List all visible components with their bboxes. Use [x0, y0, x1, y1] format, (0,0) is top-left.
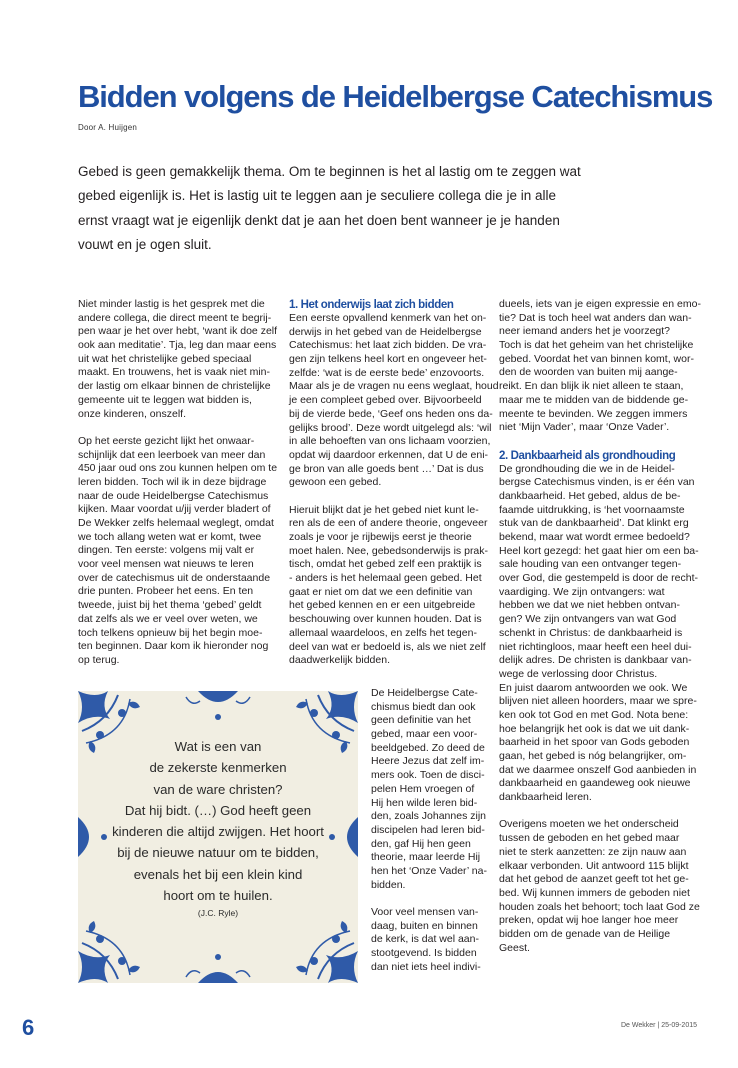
text-line: De grondhouding die we in de Heidel-	[499, 462, 675, 475]
text-line: gen? We zijn ontvangers van wat God	[499, 613, 677, 626]
text-line: den de woorden van buiten mij aange-	[499, 366, 678, 379]
text-line: wege de verlossing door Christus.	[499, 667, 658, 680]
publication-footer: De Wekker | 25-09-2015	[621, 1022, 698, 1029]
intro-line: vouwt en je ogen sluit.	[78, 236, 212, 252]
text-line: chismus biedt dan ook	[371, 700, 476, 713]
text-line: elkaar verbonden. Uit antwoord 115 blijkt	[499, 859, 689, 872]
text-line: De Wekker zelfs helemaal weglegt, omdat	[78, 517, 274, 529]
text-line: faamde uitdrukking, is ‘het voornaamste	[499, 503, 685, 516]
text-line: dueels, iets van je eigen expressie en emo-	[499, 298, 701, 310]
text-line: Op het eerste gezicht lijkt het onwaar-	[78, 434, 255, 447]
text-line: dankbaarheid en gaandeweg ook nieuwe	[499, 777, 691, 790]
article-title: Bidden volgens de Heidelbergse Catechismus	[78, 79, 713, 114]
text-line: op terug.	[78, 653, 120, 666]
text-line: bidden.	[371, 878, 406, 891]
text-line: Toch is dat het geheim van het christelijke	[499, 339, 694, 352]
text-line: pen waar je het over hebt, ‘want ik doe zelf	[78, 325, 278, 338]
text-line: mers ook. Toen de disci-	[371, 769, 485, 782]
text-line: in alle behoeften van ons lichaam voorzien,	[289, 435, 491, 448]
quote-line: hoort om te huilen.	[163, 888, 273, 904]
text-line: gebed. Voordat het van binnen komt, wor-	[499, 352, 694, 365]
quote-line: de zekerste kenmerken	[149, 760, 287, 776]
text-line: baarheid in het spoor van Gods geboden	[499, 736, 690, 749]
section-1-heading: 1. Het onderwijs laat zich bidden	[289, 299, 454, 311]
text-line: houden zoals het behoort; toch laat God ze	[499, 900, 700, 913]
text-line: stuk van de dankbaarheid’. Dat klinkt erg	[499, 517, 689, 530]
column-1	[78, 298, 278, 668]
text-line: Een eerste opvallend kenmerk van het on-	[289, 312, 487, 324]
text-line: daadwerkelijk bidden.	[289, 654, 390, 667]
byline: Door A. Huijgen	[78, 123, 138, 132]
text-line: leren bidden. Toch wil ik in deze bijdrage	[78, 475, 267, 488]
text-line: Maar als je de vragen nu eens weglaat, houd	[289, 380, 499, 393]
text-line: Overigens moeten we het onderscheid	[499, 818, 679, 831]
text-line: dat zelfs als we er veel over weten, we	[78, 612, 258, 625]
text-line: theorie, maar leerde Hij	[371, 851, 481, 864]
text-line: tisch, omdat het gebed zelf een praktijk is	[289, 558, 482, 571]
paragraph-gap	[499, 805, 699, 819]
text-line: derwijs in het gebed van de Heidelbergse	[289, 325, 482, 338]
text-line: Heel kort gezegd: het gaat hier om een ba-	[499, 544, 699, 557]
text-line: stootgevend. Is bidden	[371, 947, 477, 960]
text-line: - anders is het helemaal geen gebed. Het	[289, 572, 482, 585]
text-line: de kerk, is dat wel aan-	[371, 933, 479, 946]
quote-block	[78, 736, 358, 920]
text-line: meente te bevinden. We zeggen immers	[499, 407, 688, 420]
edge-ornament-bottom	[186, 954, 250, 983]
text-line: ten beginnen. Daar kom ik hieronder nog	[78, 640, 269, 653]
text-line: En juist daarom antwoorden we ook. We	[499, 681, 688, 694]
text-line: dat we daarmee onszelf God aanbieden in	[499, 763, 697, 776]
text-line: dingen. Ten eerste: volgens mij valt er	[78, 544, 255, 557]
text-line: toch telkens opnieuw bij het begin moe-	[78, 626, 263, 639]
text-line: gebed, maar een voor-	[371, 728, 478, 741]
text-line: gemeente uit te leggen wat bidden is,	[78, 393, 252, 406]
paragraph-gap	[499, 435, 699, 449]
text-line: ook aan meditatie’. Tja, leg dan maar eens	[78, 339, 277, 352]
text-line: dat het gebod de aanzet geeft tot het ge-	[499, 873, 689, 886]
text-line: onze kinderen, onszelf.	[78, 407, 186, 420]
text-line: naar de oude Heidelbergse Catechismus	[78, 489, 269, 502]
text-line: dankbaarheid. Het gebed, aldus de be-	[499, 489, 681, 502]
text-line: hoe belangrijk het ook is dat we uit dank-	[499, 722, 690, 735]
paragraph-gap	[78, 421, 274, 435]
text-line: ren als de een of andere theorie, ongeveer	[289, 517, 488, 530]
text-line: niet richtingloos, maar heeft een heel dui-	[499, 640, 692, 653]
text-line: het gebed kennen en er een uitgebreide	[289, 599, 476, 612]
page-number: 6	[22, 1015, 35, 1040]
text-line: Heere Jezus dat zelf im-	[371, 755, 485, 768]
text-line: tussen de geboden en het gebed maar	[499, 832, 680, 845]
text-line: uit wat het christelijke gebed speciaal	[78, 352, 252, 365]
text-line: der lastig om elkaar binnen de christelijke	[78, 380, 271, 393]
intro-line: ernst vraagt wat je eigenlijk denkt dat je aan het doen bent wanneer je je handen	[78, 212, 560, 228]
text-line: Niet minder lastig is het gesprek met die	[78, 298, 265, 310]
text-line: schijnlijk dat een leerboek van meer dan	[78, 448, 266, 461]
text-line: vaardiging. We zijn ontvangers: wat	[499, 585, 665, 598]
text-line: over de catechismus uit de onderstaande	[78, 571, 271, 584]
text-line: Geest.	[499, 941, 530, 954]
text-line: allemaal waardeloos, en zelfs het tegen-	[289, 626, 477, 639]
text-line: opdat wij daardoor erkennen, dat U de eni-	[289, 448, 489, 461]
text-line: gelijks brood’. Deze wordt uitgelegd als: ‘wil	[289, 421, 492, 434]
text-line: delijk adres. De christen is dankbaar van-	[499, 654, 692, 667]
text-line: den, zoals Johannes zijn	[371, 810, 486, 823]
quote-line: van de ware christen?	[153, 781, 283, 797]
text-line: ge bron van alle goeds bent …’ Dat is dus	[289, 462, 484, 475]
quote-line: Dat hij bidt. (…) God heeft geen	[124, 802, 312, 818]
text-line: Catechismus: het laat zich bidden. De vra-	[289, 339, 487, 352]
section-2-heading: 2. Dankbaarheid als grondhouding	[499, 449, 676, 462]
quote-line: Wat is een van	[174, 739, 262, 754]
text-line: gewoon een gebed.	[289, 476, 382, 489]
text-line: ken ook tot God en met God. Nota bene:	[499, 708, 689, 721]
text-line: andere collega, die direct meent te begrij-	[78, 311, 272, 324]
text-line: zoals je voor je rijbewijs eerst je theorie	[289, 531, 472, 543]
text-line: dankbaarheid leren.	[499, 791, 592, 804]
text-line: beeldgebed. Zo deed de	[371, 741, 485, 754]
text-line: kijken. Maar voordat u/jij verder bladert of	[78, 503, 271, 516]
text-line: geen definitie van het	[371, 714, 471, 727]
text-line: drie punten. Probeer het eens. En ten	[78, 585, 254, 598]
corner-ornament-bottom-left	[78, 921, 140, 983]
corner-ornament-bottom-right	[296, 921, 358, 983]
text-line: bed. Wij kunnen immers de geboden niet	[499, 886, 690, 899]
text-line: schenkt in Christus: de dankbaarheid is	[499, 626, 683, 639]
text-line: beschouwing over kunnen houden. Dat is	[289, 613, 482, 626]
text-line: neer iemand anders het je voorzegt?	[499, 325, 671, 338]
text-line: hebben we dat we niet hebben ontvan-	[499, 599, 680, 612]
text-line: zelfde: ‘wat is de eerste bede’ enzovoorts.	[289, 366, 485, 379]
text-line: Voor veel mensen van-	[371, 906, 479, 918]
text-line: preken, opdat wij hoe langer hoe meer	[499, 914, 679, 927]
text-line: De Heidelbergse Cate-	[371, 687, 478, 699]
text-line: reikt. En dan blijk ik niet alleen te staan,	[499, 380, 684, 393]
text-line: den, gaf Hij hen geen	[371, 837, 471, 850]
text-line: Hij hen wilde leren bid-	[371, 796, 478, 809]
text-line: Hieruit blijkt dat je het gebed niet kunt le-	[289, 503, 479, 516]
text-line: gaat er niet om dat we een definitie van	[289, 585, 473, 598]
quote-author: (J.C. Ryle)	[197, 908, 239, 919]
text-line: maakt. En trouwens, het is vaak niet min-	[78, 366, 270, 379]
text-line: 450 jaar oud ons zou kunnen helpen om te	[78, 462, 278, 475]
text-line: blijven niet alleen hoorders, maar we spre-	[499, 695, 697, 708]
text-line: daag, buiten en binnen	[371, 919, 478, 932]
text-line: tweede, juist bij het thema ‘gebed’ geldt	[78, 599, 262, 612]
paragraph-gap	[289, 490, 485, 504]
text-line: tie? Dat is toch heel wat anders dan wan-	[499, 311, 692, 324]
text-line: je een compleet gebed over. Bijvoorbeeld	[289, 394, 482, 407]
text-line: discipelen had leren bid-	[371, 823, 485, 836]
text-line: voor veel mensen wat nieuws te leren	[78, 558, 254, 571]
text-line: bergse Catechismus vinden, is er één van	[499, 476, 695, 489]
text-line: gaan, het gebed is nóg belangrijker, om-	[499, 750, 687, 762]
text-line: hen het ‘Onze Vader’ na-	[371, 864, 487, 877]
text-line: over God, die gestempeld is door de recht-	[499, 572, 699, 585]
quote-line: evenals het bij een klein kind	[133, 866, 303, 882]
intro-line: gebed eigenlijk is. Het is lastig uit te leggen aan je seculiere collega die je in alle	[78, 188, 557, 204]
edge-ornament-top	[186, 691, 250, 720]
text-line: sale houding van een ontvanger tegen-	[499, 558, 682, 571]
text-line: moet halen. Nee, gebedsonderwijs is prak-	[289, 544, 489, 557]
paragraph-gap	[371, 892, 485, 906]
column-3	[499, 298, 699, 955]
text-line: pelen Hem vroegen of	[371, 782, 475, 795]
quote-line: kinderen die altijd zwijgen. Het hoort	[112, 824, 324, 840]
text-line: niet te sterk aanzetten: ze zijn nauw aan	[499, 845, 687, 858]
text-line: bekend, maar wat wordt ermee bedoeld?	[499, 531, 690, 543]
text-line: dan niet iets heel indivi-	[371, 960, 481, 973]
text-line: we toch allang weten wat er komt, twee	[78, 530, 262, 543]
intro-paragraph	[78, 160, 638, 257]
intro-line: Gebed is geen gemakkelijk thema. Om te beginnen is het al lastig om te zeggen wat	[78, 164, 581, 179]
text-line: maar me te midden van de biddende ge-	[499, 393, 689, 406]
text-line: gen zijn telkens heel kort en ongeveer het-	[289, 353, 487, 366]
quote-line: bij de nieuwe natuur om te bidden,	[117, 845, 319, 861]
text-line: deel van wat er bedoeld is, als we niet zelf	[289, 640, 486, 653]
column-2-narrow	[371, 687, 485, 974]
column-2	[289, 298, 499, 668]
text-line: bidden om de genade van de Heilige	[499, 927, 671, 940]
text-line: bij de vierde bede, ‘Geef ons heden ons da-	[289, 407, 493, 420]
text-line: niet ‘Mijn Vader’, maar ‘Onze Vader’.	[499, 421, 670, 434]
